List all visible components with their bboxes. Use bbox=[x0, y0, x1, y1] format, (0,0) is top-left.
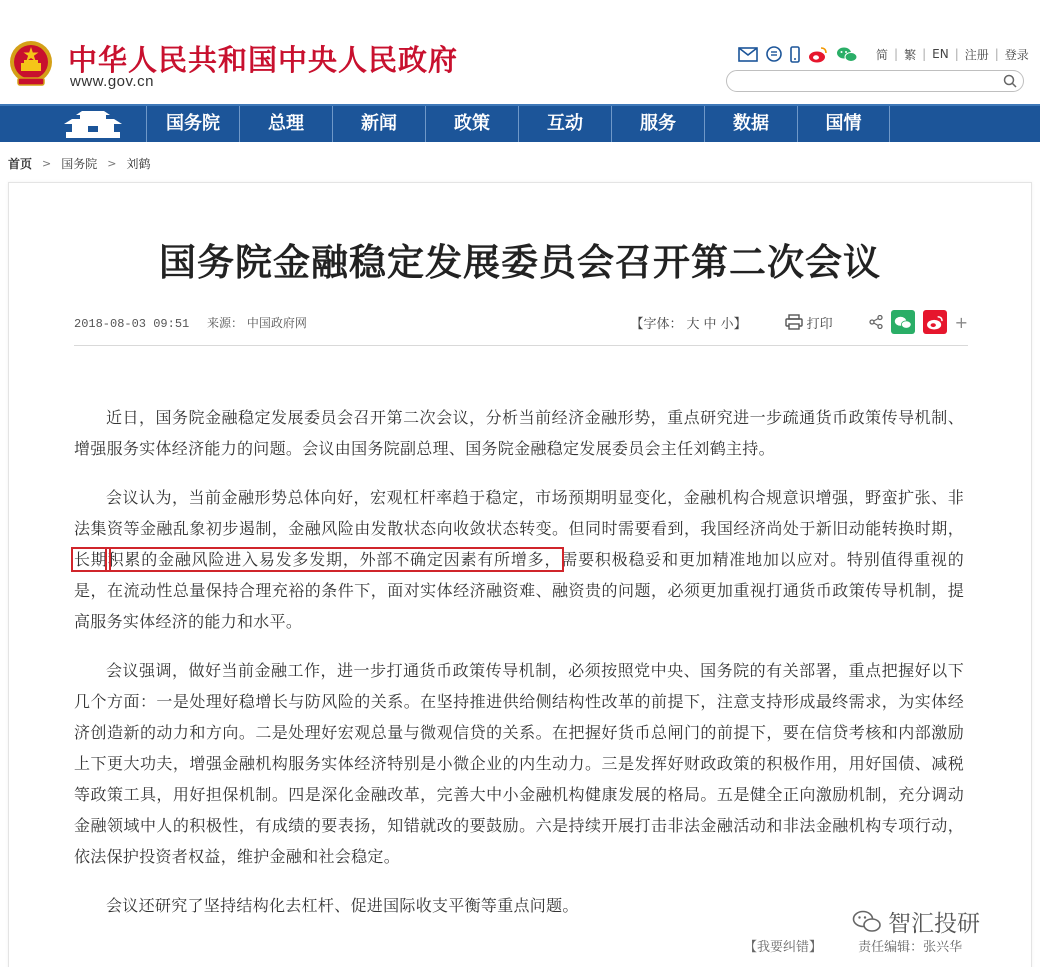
report-error-link[interactable]: 【我要纠错】 bbox=[744, 940, 823, 955]
nav-item-data[interactable]: 数据 bbox=[704, 106, 797, 142]
site-url[interactable]: www.gov.cn bbox=[70, 73, 154, 90]
breadcrumb bbox=[8, 155, 150, 172]
main-nav bbox=[0, 104, 1040, 142]
chevron-right-icon: > bbox=[107, 157, 117, 170]
login-link[interactable]: 登录 bbox=[1004, 47, 1029, 62]
printer-icon bbox=[785, 314, 803, 330]
search-icon[interactable] bbox=[1003, 74, 1017, 88]
share-wechat-button[interactable] bbox=[891, 310, 915, 334]
source-label: 来源： bbox=[207, 316, 244, 330]
nav-item-national-info[interactable]: 国情 bbox=[797, 106, 890, 142]
simplified-link[interactable]: 简 bbox=[876, 47, 889, 62]
highlighted-text-2: 积累的金融风险进入易发多发期，外部不确定因素有所增多， bbox=[107, 550, 562, 569]
weibo-icon bbox=[926, 315, 944, 330]
tiananmen-home-icon[interactable] bbox=[58, 110, 128, 140]
article-body bbox=[74, 402, 964, 939]
paragraph-2-part-b: 需要积极稳妥和更加精准地加以应对。特别值得重视的是，在流动性总量保持合理充裕的条件下，面对实体经济融资难、融资贵的问题，必须更加重视打通货币政策传导机制，提高服务实体经济的能力和水平。 bbox=[74, 550, 965, 631]
font-label: 【字体： bbox=[630, 316, 683, 332]
meta-divider bbox=[74, 345, 968, 346]
search-input[interactable] bbox=[726, 70, 1024, 92]
national-emblem-icon[interactable] bbox=[8, 38, 54, 88]
paragraph-2-part-a: 会议认为，当前金融形势总体向好，宏观杠杆率趋于稳定，市场预期明显变化，金融机构合规意识增强，野蛮扩张、非法集资等金融乱象初步遏制，金融风险由发散状态向收敛状态转变。但同时需要看到，我国经济尚处于新旧动能转换时期， bbox=[74, 488, 964, 538]
header-toolbar bbox=[738, 44, 1035, 64]
paragraph-2 bbox=[74, 482, 964, 637]
font-small-button[interactable]: 小】 bbox=[720, 316, 747, 332]
wechat-icon bbox=[894, 315, 912, 330]
nav-item-state-council[interactable]: 国务院 bbox=[146, 106, 239, 142]
english-link[interactable]: EN bbox=[932, 47, 949, 61]
chevron-right-icon: > bbox=[42, 157, 52, 170]
font-medium-button[interactable]: 中 bbox=[703, 316, 717, 332]
share-icon[interactable] bbox=[869, 315, 883, 329]
site-header bbox=[0, 0, 1040, 104]
paragraph-4: 会议还研究了坚持结构化去杠杆、促进国际收支平衡等重点问题。 bbox=[106, 896, 579, 915]
editor-label: 责任编辑： bbox=[858, 940, 924, 955]
watermark bbox=[852, 905, 980, 938]
nav-item-interaction[interactable]: 互动 bbox=[518, 106, 611, 142]
site-title[interactable]: 中华人民共和国中央人民政府 bbox=[68, 43, 459, 77]
font-large-button[interactable]: 大 bbox=[686, 316, 700, 332]
weibo-icon[interactable] bbox=[808, 46, 828, 63]
traditional-link[interactable]: 繁 bbox=[904, 47, 917, 62]
language-login-links: 简 | 繁 | EN | 注册 | 登录 bbox=[870, 46, 1035, 63]
breadcrumb-liu-he[interactable]: 刘鹤 bbox=[126, 157, 151, 171]
nav-item-policies[interactable]: 政策 bbox=[425, 106, 518, 142]
mail-icon[interactable] bbox=[738, 47, 758, 62]
article-meta bbox=[74, 310, 968, 334]
paragraph-1: 近日，国务院金融稳定发展委员会召开第二次会议，分析当前经济金融形势，重点研究进一步疏通货币政策传导机制、增强服务实体经济能力的问题。会议由国务院副总理、国务院金融稳定发展委员会主任刘鹤主持。 bbox=[74, 408, 964, 458]
wechat-outline-icon bbox=[852, 910, 882, 934]
wechat-icon[interactable] bbox=[836, 46, 858, 63]
publish-datetime: 2018-08-03 09:51 bbox=[74, 317, 190, 331]
print-button[interactable] bbox=[785, 313, 833, 332]
highlighted-text-1: 长期 bbox=[74, 550, 108, 569]
nav-item-news[interactable]: 新闻 bbox=[332, 106, 425, 142]
source-name: 中国政府网 bbox=[246, 316, 307, 330]
nav-item-premier[interactable]: 总理 bbox=[239, 106, 332, 142]
register-link[interactable]: 注册 bbox=[964, 47, 989, 62]
paragraph-3: 会议强调，做好当前金融工作，进一步打通货币政策传导机制，必须按照党中央、国务院的有关部署，重点把握好以下几个方面：一是处理好稳增长与防风险的关系。在坚持推进供给侧结构性改革的前提下，注意支持形成最终需求，为实体经济创造新的动力和方向。二是处理好宏观总量与微观信贷的关系。在把握好货币总闸门的前提下，要在信贷考核和内部激励上下更大功夫，增强金融机构服务实体经济特别是小微企业的内生动力。三是发挥好财政政策的积极作用，用好国债、减税等政策工具，用好担保机制。四是深化金融改革，完善大中小金融机构健康发展的格局。五是健全正向激励机制，充分调动金融领域中人的积极性，有成绩的要表扬，知错就改的要鼓励。六是持续开展打击非法金融活动和非法金融机构专项行动，依法保护投资者权益，维护金融和社会稳定。 bbox=[74, 661, 964, 866]
share-weibo-button[interactable] bbox=[923, 310, 947, 334]
watermark-text: 智汇投研 bbox=[888, 911, 980, 937]
article-title: 国务院金融稳定发展委员会召开第二次会议 bbox=[159, 241, 881, 284]
message-icon[interactable] bbox=[766, 46, 782, 62]
print-label: 打印 bbox=[806, 316, 833, 332]
mobile-icon[interactable] bbox=[790, 46, 800, 63]
nav-item-services[interactable]: 服务 bbox=[611, 106, 704, 142]
breadcrumb-state-council[interactable]: 国务院 bbox=[61, 157, 98, 171]
more-share-icon[interactable]: + bbox=[954, 312, 968, 332]
editor-name: 张兴华 bbox=[923, 940, 963, 955]
article-footer bbox=[744, 936, 962, 955]
font-size-control bbox=[629, 313, 749, 332]
breadcrumb-home[interactable]: 首页 bbox=[8, 157, 33, 171]
